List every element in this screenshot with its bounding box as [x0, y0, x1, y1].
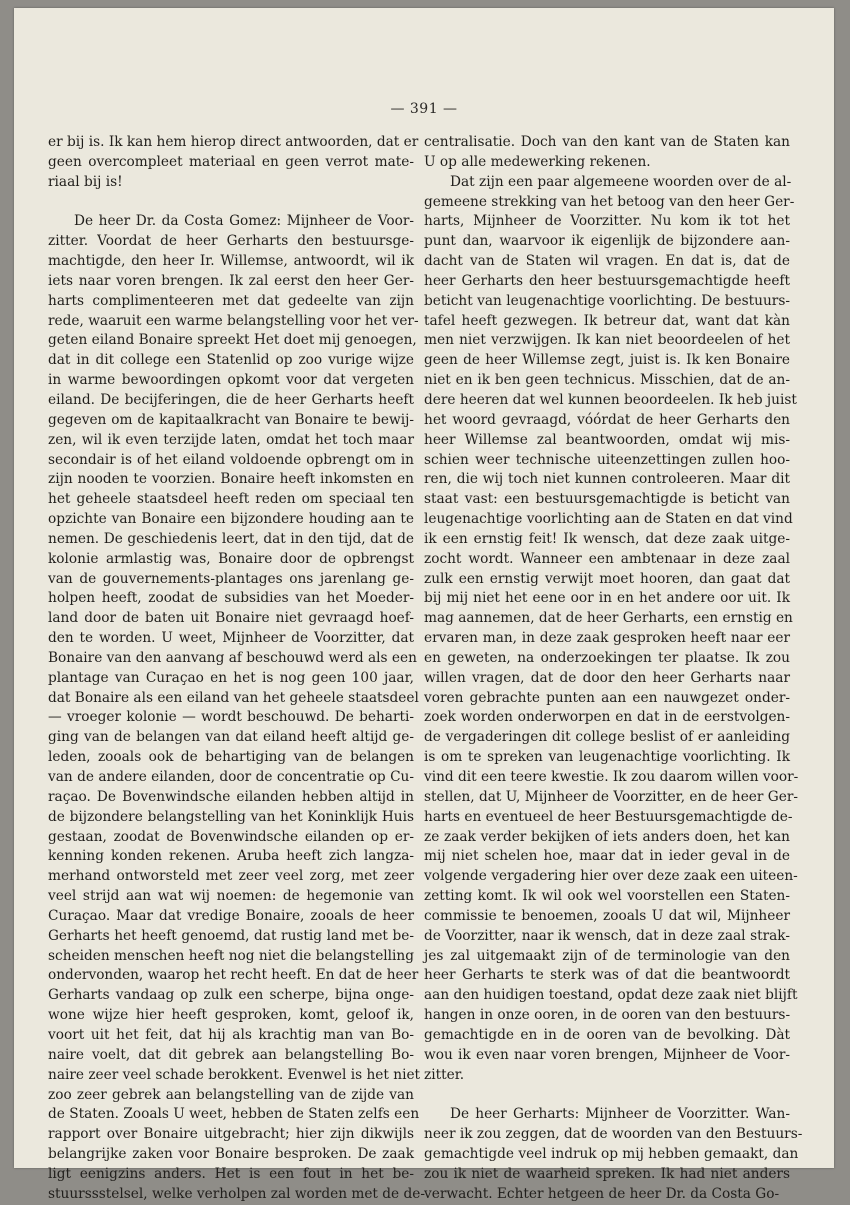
text-line: gegeven om de kapitaalkracht van Bonaire te bewij-	[48, 411, 414, 428]
text-line: ligt eenigzins anders. Het is een fout in het be-	[48, 1165, 414, 1182]
text-line: iets naar voren brengen. Ik zal eerst den heer Ger-	[48, 272, 414, 289]
text-line: — vroeger kolonie — wordt beschouwd. De beharti-	[48, 709, 414, 726]
text-line: leugenachtige voorlichting aan de Staten en dat vind	[424, 511, 793, 528]
text-line: zitter. Voordat de heer Gerharts den bestuursge-	[48, 233, 414, 250]
text-line: wou ik even naar voren brengen, Mijnheer de Voor-	[424, 1046, 790, 1063]
text-line: staat vast: een bestuursgemachtigde is beticht van	[424, 491, 790, 508]
text-line: machtigde, den heer Ir. Willemse, antwoordt, wil ik	[48, 253, 414, 270]
right-column	[424, 133, 803, 1205]
text-line: schien weer technische uiteenzettingen zullen hoo-	[424, 451, 790, 468]
document-page	[14, 8, 834, 1202]
text-line: zitter.	[424, 1066, 465, 1083]
text-line: er bij is. Ik kan hem hierop direct antwoorden, dat er	[48, 134, 419, 150]
text-line: commissie te benoemen, zooals U dat wil, Mijnheer	[424, 907, 790, 924]
text-line: zou ik niet de waarheid spreken. Ik had niet anders	[424, 1165, 790, 1182]
text-line: gemachtigde en in de ooren van de bevolking. Dàt	[424, 1026, 790, 1043]
text-line: Gerharts vandaag op zulk een scherpe, bijna onge-	[48, 987, 414, 1004]
text-line: naire voelt, dat dit gebrek aan belangstelling Bo-	[48, 1046, 414, 1063]
text-line: hangen in onze ooren, in de ooren van den bestuurs-	[424, 1007, 791, 1024]
text-line: scheiden menschen heeft nog niet die belangstelling	[48, 947, 414, 964]
text-line: dere heeren dat wel kunnen beoordeelen. Ik heb juist	[424, 391, 797, 408]
text-line: harts, Mijnheer de Voorzitter. Nu kom ik tot het	[424, 213, 790, 230]
text-line: zetting komt. Ik wil ook wel voorstellen een Staten-	[424, 888, 790, 905]
text-line: verwacht. Echter hetgeen de heer Dr. da Costa Go-	[424, 1185, 780, 1202]
page-number: — 391 —	[390, 101, 458, 117]
text-line: zocht wordt. Wanneer een ambtenaar in deze zaal	[424, 550, 790, 567]
text-line: voort uit het feit, dat hij als krachtig man van Bo-	[48, 1026, 414, 1043]
text-line: aan den huidigen toestand, opdat deze zaak niet blijft	[424, 987, 798, 1004]
paragraph-gap	[48, 193, 414, 213]
text-line: geen de heer Willemse zegt, juist is. Ik ken Bonaire	[424, 352, 790, 369]
text-line: De heer Gerharts: Mijnheer de Voorzitter. Wan-	[450, 1106, 790, 1123]
text-line: mag aannemen, dat de heer Gerharts, een ernstig en	[424, 610, 793, 627]
text-line: mij niet schelen hoe, maar dat in ieder geval in de	[424, 848, 790, 865]
text-line: eiland. De becijferingen, die de heer Gerharts heeft	[48, 391, 414, 408]
text-line: zoo zeer gebrek aan belangstelling van de zijde van	[48, 1086, 414, 1103]
text-line: belangrijke zaken voor Bonaire besproken. De zaak	[48, 1146, 414, 1163]
text-line: voren gebrachte punten aan een nauwgezet onder-	[424, 689, 790, 706]
text-line: heer Gerharts te sterk was of dat die beantwoordt	[424, 967, 790, 984]
text-line: opzichte van Bonaire een bijzondere houding aan te	[48, 511, 414, 528]
text-line: den te worden. U weet, Mijnheer de Voorzitter, dat	[48, 630, 414, 647]
text-line: is om te spreken van leugenachtige voorlichting. Ik	[424, 749, 790, 766]
text-line: Curaçao. Maar dat vredige Bonaire, zooals de heer	[48, 907, 414, 924]
text-line: dat in dit college een Statenlid op zoo vurige wijze	[48, 352, 414, 369]
text-line: jes zal uitgemaakt zijn of de terminologie van den	[424, 947, 790, 964]
text-line: gestaan, zoodat de Bovenwindsche eilanden op er-	[48, 828, 414, 845]
text-line: punt dan, waarvoor ik eigenlijk de bijzondere aan-	[424, 233, 790, 250]
text-line: de Staten. Zooals U weet, hebben de Staten zelfs een	[48, 1106, 420, 1123]
text-line: de vergaderingen dit college beslist of er aanleiding	[424, 729, 790, 746]
text-line: De heer Dr. da Costa Gomez: Mijnheer de Voor-	[74, 213, 414, 230]
text-line: gemeene strekking van het betoog van den heer Ger-	[424, 193, 795, 210]
text-line: Bonaire van den aanvang af beschouwd werd als een	[48, 649, 417, 666]
text-line: zoek worden onderworpen en dat in de eerstvolgen-	[424, 709, 790, 726]
text-line: stellen, dat U, Mijnheer de Voorzitter, en de heer Ger-	[424, 788, 798, 805]
text-line: raçao. De Bovenwindsche eilanden hebben altijd in	[48, 788, 414, 805]
text-line: men niet verzwijgen. Ik kan niet beoordeelen of het	[424, 332, 790, 349]
text-line: in warme bewoordingen opkomt voor dat vergeten	[48, 372, 414, 389]
text-line: naire zeer veel schade berokkent. Evenwel is het niet	[48, 1066, 421, 1083]
left-column	[48, 133, 425, 1205]
text-line: harts en eventueel de heer Bestuursgemachtigde de-	[424, 808, 793, 825]
text-line: U op alle medewerking rekenen.	[424, 153, 651, 170]
text-line: niet en ik ben geen technicus. Misschien, dat de an-	[424, 372, 790, 389]
paragraph	[48, 133, 419, 193]
text-line: ze zaak verder bekijken of iets anders doen, het kan	[424, 828, 790, 845]
text-line: gemachtigde veel indruk op mij hebben gemaakt, dan	[424, 1146, 799, 1163]
text-line: zulk een ernstig verwijt moet hooren, dan gaat dat	[424, 570, 790, 587]
paragraph-gap	[424, 1086, 790, 1106]
text-line: zen, wil ik even terzijde laten, omdat het toch maar	[48, 431, 414, 448]
text-line: zijn nooden te voorzien. Bonaire heeft inkomsten en	[48, 471, 414, 488]
text-line: de Voorzitter, naar ik wensch, dat in deze zaal strak-	[424, 927, 790, 944]
text-line: kenning konden rekenen. Aruba heeft zich langza-	[48, 848, 414, 865]
text-line: ik een ernstig feit! Ik wensch, dat deze zaak uitge-	[424, 530, 790, 547]
text-line: stuurssstelsel, welke verholpen zal worden met de de-	[48, 1185, 425, 1202]
text-line: Dat zijn een paar algemeene woorden over de al-	[450, 173, 792, 190]
text-line: veel strijd aan wat wij noemen: de hegemonie van	[48, 888, 414, 905]
paragraph	[424, 133, 799, 1086]
text-line: Gerharts het heeft genoemd, dat rustig land met be-	[48, 927, 414, 944]
text-line: leden, zooals ook de behartiging van de belangen	[48, 749, 414, 766]
text-line: het woord gevraagd, vóórdat de heer Gerharts den	[424, 411, 790, 428]
text-line: nemen. De geschiedenis leert, dat in den tijd, dat de	[48, 530, 414, 547]
paragraph	[424, 1105, 803, 1204]
text-line: en geweten, na onderzoekingen ter plaatse. Ik zou	[424, 649, 790, 666]
text-line: secondair is of het eiland voldoende opbrengt om in	[48, 451, 414, 468]
text-line: heer Willemse zal beantwoorden, omdat wij mis-	[424, 431, 790, 448]
text-line: heer Gerharts den heer bestuursgemachtigde heeft	[424, 272, 790, 289]
text-line: harts complimenteeren met dat gedeelte van zijn	[48, 292, 414, 309]
text-line: ging van de belangen van dat eiland heeft altijd ge-	[48, 729, 414, 746]
text-line: land door de baten uit Bonaire niet gevraagd hoef-	[48, 610, 414, 627]
text-line: de bijzondere belangstelling van het Koninklijk Huis	[48, 808, 414, 825]
text-line: tafel heeft gezwegen. Ik betreur dat, want dat kàn	[424, 312, 790, 329]
text-line: kolonie armlastig was, Bonaire door de opbrengst	[48, 550, 414, 567]
text-line: wone wijze hier heeft gesproken, komt, geloof ik,	[48, 1007, 414, 1024]
text-line: centralisatie. Doch van den kant van de Staten kan	[424, 134, 790, 150]
text-line: neer ik zou zeggen, dat de woorden van den Bestuurs-	[424, 1126, 803, 1143]
text-line: plantage van Curaçao en het is nog geen 100 jaar,	[48, 669, 414, 686]
text-line: ondervonden, waarop het recht heeft. En dat de heer	[48, 967, 419, 984]
text-line: van de gouvernements-plantages ons jarenlang ge-	[48, 570, 414, 587]
text-line: bij mij niet het eene oor in en het andere oor uit. Ik	[424, 590, 790, 607]
text-line: volgende vergadering hier over deze zaak een uiteen-	[424, 868, 798, 885]
text-line: ren, die wij toch niet kunnen controleeren. Maar dit	[424, 471, 790, 488]
text-line: geten eiland Bonaire spreekt Het doet mij genoegen,	[48, 332, 417, 349]
text-line: rapport over Bonaire uitgebracht; hier zijn dikwijls	[48, 1126, 414, 1143]
text-line: van de andere eilanden, door de concentratie op Cu-	[48, 769, 414, 785]
paragraph	[48, 212, 425, 1204]
text-line: willen vragen, dat de door den heer Gerharts naar	[424, 669, 790, 686]
text-line: geen overcompleet materiaal en geen verrot mate-	[48, 153, 414, 170]
text-line: het geheele staatsdeel heeft reden om speciaal ten	[48, 491, 414, 508]
text-line: rede, waaruit een warme belangstelling voor het ver-	[48, 312, 419, 329]
text-line: riaal bij is!	[48, 173, 123, 190]
text-line: merhand ontworsteld met zeer veel zorg, met zeer	[48, 868, 414, 885]
text-line: ervaren man, in deze zaak gesproken heeft naar eer	[424, 630, 790, 647]
text-line: holpen heeft, zoodat de subsidies van het Moeder-	[48, 590, 414, 607]
text-line: beticht van leugenachtige voorlichting. De bestuurs-	[424, 292, 790, 309]
text-line: vind dit een teere kwestie. Ik zou daarom willen voor-	[424, 769, 799, 785]
text-line: dat Bonaire als een eiland van het geheele staatsdeel	[48, 689, 419, 706]
text-line: dacht van de Staten wil vragen. En dat is, dat de	[424, 253, 790, 270]
